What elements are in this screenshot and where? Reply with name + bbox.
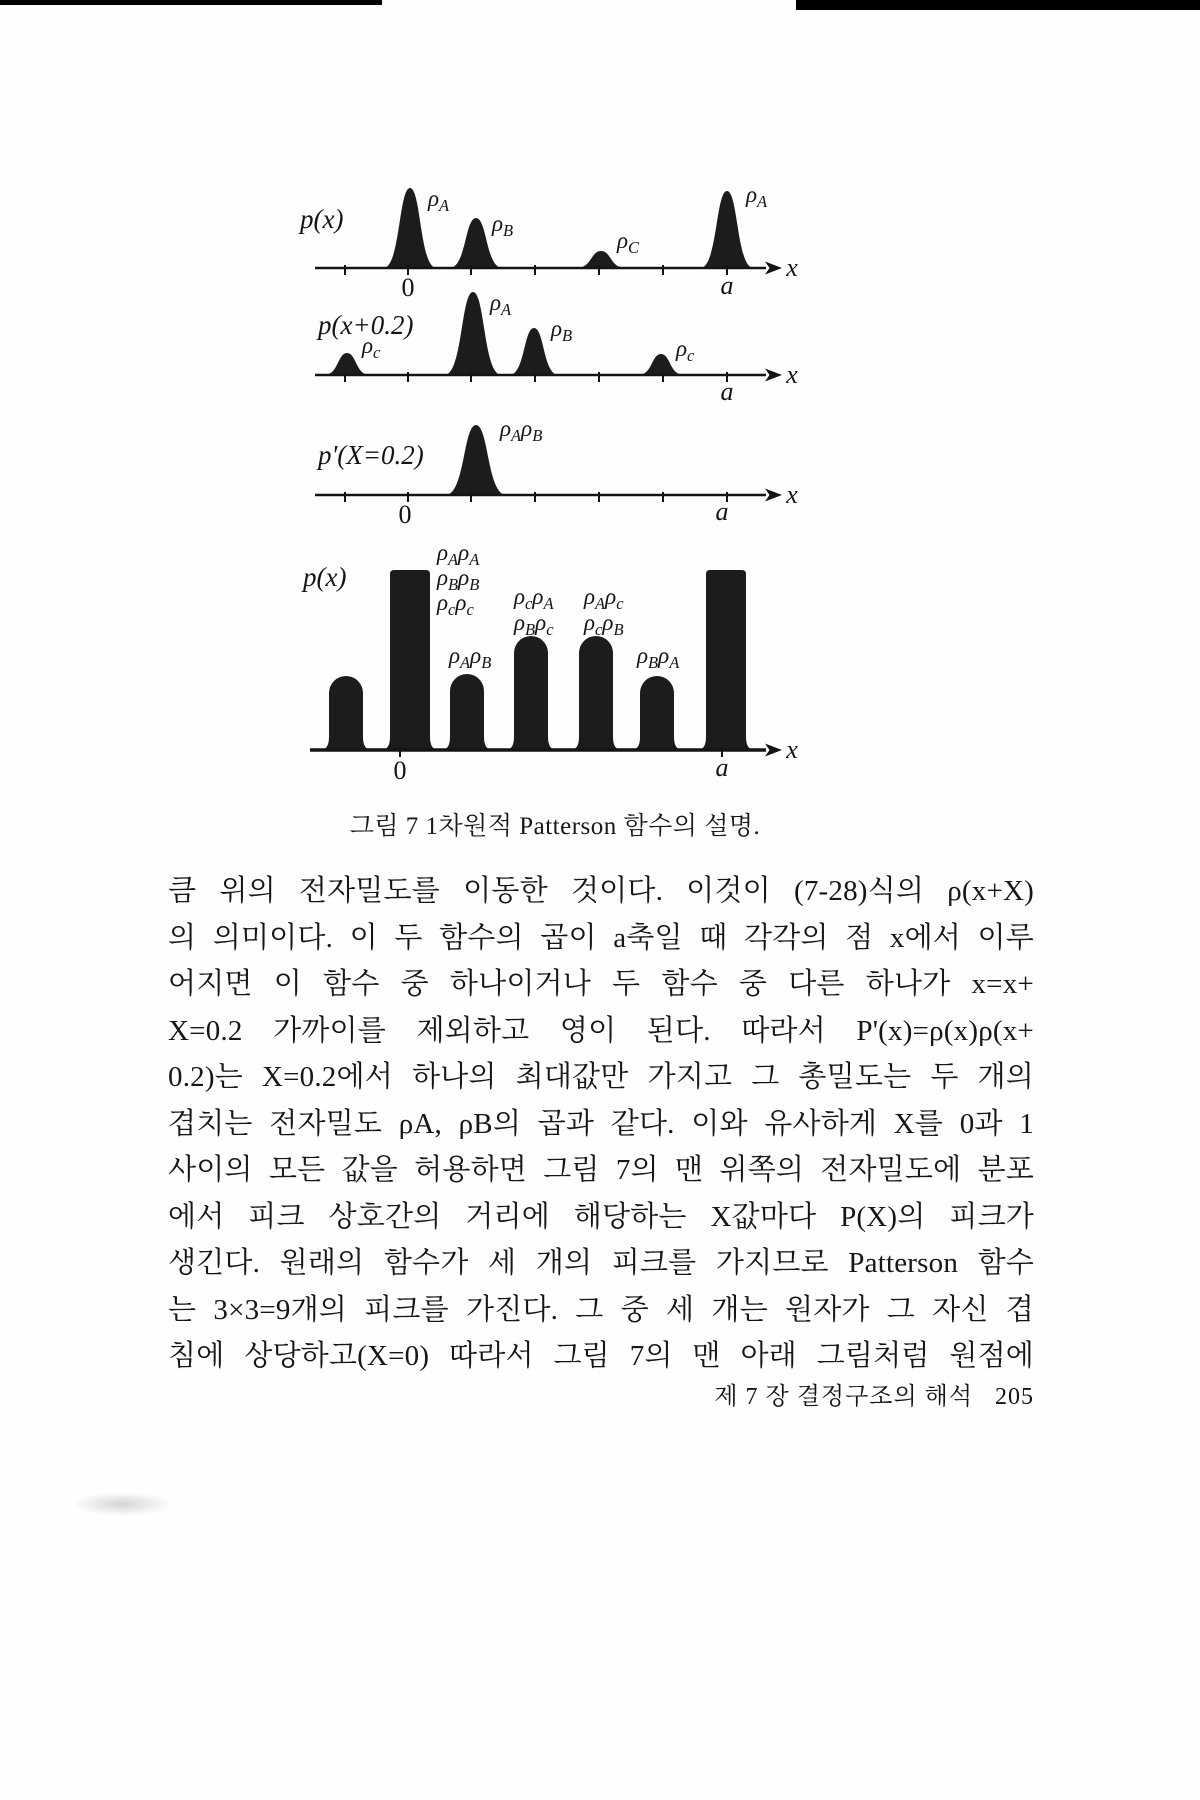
peak-label: $\rho_c$ [676, 336, 695, 365]
axis-label: 0 [398, 500, 412, 529]
plot-ylabel: p(x) [303, 562, 347, 592]
density-peak [441, 674, 493, 750]
figure-plot-shifted-density-p-of-x-plus-0.2 [315, 290, 798, 406]
figure-plot-product-p-prime-X-0.2 [315, 416, 798, 529]
text-line: 큼 위의 전자밀도를 이동한 것이다. 이것이 (7-28)식의 ρ(x+X) [168, 875, 1034, 907]
axis-label: a [720, 271, 734, 300]
axis-label: 0 [393, 756, 407, 785]
axis-arrow [765, 744, 782, 757]
figure-plot-electron-density-p-of-x [298, 182, 798, 302]
peak-label: $\rho_A\rho_B$ [500, 416, 543, 445]
axis-label: a [715, 753, 729, 782]
density-peak [570, 636, 622, 750]
axis-label: x [786, 735, 798, 764]
text-line: 에서 피크 상호간의 거리에 해당하는 X값마다 P(X)의 피크가 [168, 1200, 1034, 1233]
body-paragraph [168, 868, 1034, 1380]
peak-label: $\rho_C$ [617, 228, 640, 257]
axis-arrow [765, 262, 782, 275]
peak-label: $\rho_c\rho_B$ [584, 610, 624, 639]
text-line: 겹치는 전자밀도 ρA, ρB의 곱과 같다. 이와 유사하게 X를 0과 1 [168, 1107, 1034, 1140]
density-peak [697, 570, 755, 750]
page-footer [170, 1376, 1034, 1411]
peak-label: $\rho_B\rho_c$ [514, 610, 554, 639]
peak-label: $\rho_B$ [551, 316, 573, 345]
peak-label: $\rho_c\rho_A$ [514, 584, 554, 613]
text-line: 침에 상당하고(X=0) 따라서 그림 7의 맨 아래 그림처럼 원점에 [168, 1340, 1034, 1372]
axis-label: a [715, 497, 729, 526]
peak-label: $\rho_A\rho_B$ [449, 643, 492, 672]
figure-svg [0, 0, 1200, 795]
axis-arrow [765, 489, 782, 502]
peak-label: $\rho_B$ [492, 211, 514, 240]
density-peak [505, 636, 557, 750]
text-line: 생긴다. 원래의 함수가 세 개의 피크를 가지므로 Patterson 함수 [168, 1247, 1034, 1279]
text-line: 의 의미이다. 이 두 함수의 곱이 a축일 때 각각의 점 x에서 이루 [168, 921, 1034, 954]
text-line: 0.2)는 X=0.2에서 하나의 최대값만 가지고 그 총밀도는 두 개의 [168, 1061, 1034, 1093]
plot-ylabel: p'(X=0.2) [318, 440, 424, 470]
text-line: 사이의 모든 값을 허용하면 그림 7의 맨 위쪽의 전자밀도에 분포 [168, 1154, 1034, 1186]
text-line: X=0.2 가까이를 제외하고 영이 된다. 따라서 P'(x)=ρ(x)ρ(x+ [168, 1014, 1034, 1047]
peak-label: $\rho_A\rho_c$ [584, 584, 624, 613]
footer-chapter: 제 7 장 결정구조의 해석 [714, 1384, 973, 1410]
peak-label: $\rho_B\rho_A$ [637, 643, 680, 672]
axis-label: x [786, 480, 798, 509]
peak-label: $\rho_A\rho_A$ [437, 540, 480, 569]
footer-page-number: 205 [995, 1384, 1034, 1410]
density-peak [631, 676, 683, 750]
density-peak [320, 676, 372, 750]
density-peak [446, 425, 507, 495]
figure-caption: 그림 7 1차원적 Patterson 함수의 설명. [349, 813, 761, 840]
peak-label: $\rho_A$ [428, 186, 450, 215]
axis-label: a [720, 377, 734, 406]
axis-label: x [786, 253, 798, 282]
peak-label: $\rho_c\rho_c$ [437, 590, 474, 619]
density-peak [576, 251, 625, 268]
peak-label: $\rho_c$ [362, 333, 381, 362]
figure-plot-patterson-function [301, 540, 798, 785]
density-peak [381, 570, 439, 750]
peak-label: $\rho_A$ [746, 182, 768, 211]
axis-arrow [765, 369, 782, 382]
axis-label: x [786, 360, 798, 389]
peak-label: $\rho_A$ [490, 290, 512, 319]
axis-label: 0 [401, 273, 415, 302]
scan-smudge [72, 1492, 172, 1516]
plot-ylabel: p(x+0.2) [318, 310, 414, 340]
peak-label: $\rho_B\rho_B$ [437, 565, 480, 594]
plot-ylabel: p(x) [300, 204, 344, 234]
text-line: 어지면 이 함수 중 하나이거나 두 함수 중 다른 하나가 x=x+ [168, 968, 1034, 1000]
text-line: 는 3×3=9개의 피크를 가진다. 그 중 세 개는 원자가 그 자신 겹 [168, 1293, 1034, 1326]
